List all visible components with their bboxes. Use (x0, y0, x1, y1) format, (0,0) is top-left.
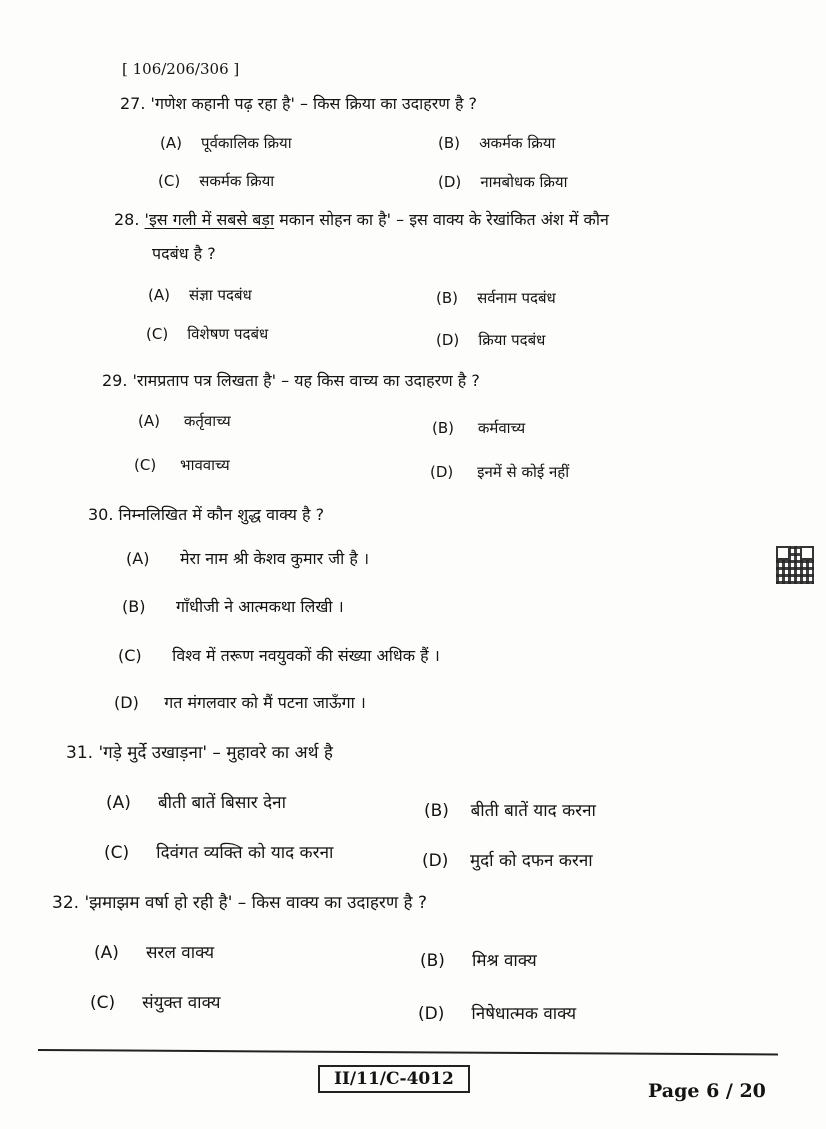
option-text: भाववाच्य (180, 456, 230, 474)
question-27 (120, 92, 477, 114)
q28-option-a (148, 285, 252, 305)
q32-option-a (94, 940, 214, 963)
option-letter: (A) (148, 286, 170, 304)
q31-option-c (104, 840, 333, 863)
question-text: मकान सोहन का है' – इस वाक्य के रेखांकित अंश में कौन (274, 210, 609, 229)
option-text: गत मंगलवार को मैं पटना जाऊँगा । (164, 693, 366, 712)
option-letter: (D) (114, 693, 139, 712)
q29-option-b (432, 418, 525, 438)
q32-option-c (90, 990, 221, 1013)
q27-option-b (438, 133, 555, 153)
footer-code: II/11/C-4012 (318, 1065, 470, 1093)
qr-code-icon (776, 546, 814, 584)
question-number: 27. (120, 94, 146, 113)
q27-option-a (160, 133, 292, 153)
option-letter: (C) (118, 646, 142, 665)
q30-option-b (122, 595, 344, 617)
option-letter: (A) (160, 134, 182, 152)
question-32 (52, 890, 427, 913)
option-text: सरल वाक्य (145, 943, 215, 963)
option-text: पूर्वकालिक क्रिया (201, 134, 292, 152)
option-letter: (D) (418, 1004, 445, 1024)
q29-option-a (138, 411, 231, 431)
option-text: संज्ञा पदबंध (189, 286, 252, 304)
q30-option-a (126, 547, 369, 569)
option-letter: (C) (90, 993, 116, 1013)
q30-option-c (118, 644, 440, 666)
option-letter: (B) (432, 419, 454, 437)
option-text: कर्मवाच्य (477, 419, 526, 437)
q27-option-d (438, 172, 567, 192)
footer-divider (38, 1049, 778, 1056)
question-number: 29. (102, 371, 128, 390)
option-letter: (A) (106, 793, 131, 813)
question-text: निम्नलिखित में कौन शुद्ध वाक्य है ? (118, 505, 325, 524)
option-letter: (D) (438, 173, 462, 191)
q32-option-b (420, 948, 537, 971)
option-text: निषेधात्मक वाक्य (471, 1004, 577, 1024)
question-30 (88, 503, 324, 525)
option-letter: (A) (94, 943, 119, 963)
question-number: 30. (88, 505, 114, 524)
question-text: 'रामप्रताप पत्र लिखता है' – यह किस वाच्य का उदाहरण है ? (132, 371, 480, 390)
q28-option-d (436, 330, 545, 350)
q28-option-c (146, 324, 268, 344)
q29-option-d (430, 462, 569, 482)
question-28-line2: पदबंध है ? (152, 244, 216, 263)
q31-option-b (424, 798, 596, 821)
option-text: अकर्मक क्रिया (479, 134, 556, 152)
option-text: इनमें से कोई नहीं (477, 463, 570, 481)
option-letter: (D) (422, 851, 449, 871)
option-letter: (B) (436, 289, 458, 307)
option-letter: (B) (420, 951, 445, 971)
option-text: संयुक्त वाक्य (142, 993, 221, 1013)
question-number: 32. (52, 893, 80, 913)
option-letter: (C) (134, 456, 157, 474)
question-text: 'गड़े मुर्दे उखाड़ना' – मुहावरे का अर्थ है (98, 743, 333, 763)
q27-option-c (158, 171, 274, 191)
question-28 (114, 208, 609, 230)
question-number: 31. (66, 743, 94, 763)
q32-option-d (418, 1001, 576, 1024)
question-29 (102, 369, 480, 391)
option-letter: (D) (430, 463, 454, 481)
option-text: दिवंगत व्यक्ति को याद करना (156, 843, 334, 863)
paper-code: [ 106/206/306 ] (122, 60, 240, 78)
page-number: Page 6 / 20 (648, 1080, 766, 1102)
option-letter: (C) (146, 325, 169, 343)
option-text: कर्तृवाच्य (183, 412, 231, 430)
option-text: मिश्र वाक्य (471, 951, 537, 971)
option-letter: (C) (158, 172, 181, 190)
question-text: 'गणेश कहानी पढ़ रहा है' – किस क्रिया का उदाहरण है ? (150, 94, 478, 113)
question-31 (66, 740, 333, 763)
option-letter: (B) (438, 134, 460, 152)
question-text-underlined: 'इस गली में सबसे बड़ा (144, 210, 275, 229)
option-letter: (A) (126, 549, 150, 568)
option-text: बीती बातें याद करना (470, 801, 596, 821)
option-letter: (A) (138, 412, 160, 430)
option-text: गाँधीजी ने आत्मकथा लिखी । (175, 597, 344, 616)
option-text: विशेषण पदबंध (187, 325, 269, 343)
option-letter: (B) (122, 597, 146, 616)
question-number: 28. (114, 210, 140, 229)
option-text: नामबोधक क्रिया (480, 173, 568, 191)
option-text: सर्वनाम पदबंध (477, 289, 556, 307)
q31-option-d (422, 848, 593, 871)
option-letter: (D) (436, 331, 460, 349)
option-text: क्रिया पदबंध (478, 331, 546, 349)
option-text: मेरा नाम श्री केशव कुमार जी है । (179, 549, 370, 568)
option-text: विश्व में तरूण नवयुवकों की संख्या अधिक हैं । (172, 646, 440, 665)
q29-option-c (134, 455, 230, 475)
option-text: बीती बातें बिसार देना (157, 793, 286, 813)
q30-option-d (114, 691, 366, 713)
option-letter: (C) (104, 843, 130, 863)
q31-option-a (106, 790, 286, 813)
option-text: मुर्दा को दफन करना (469, 851, 593, 871)
option-text: सकर्मक क्रिया (199, 172, 275, 190)
question-text: 'झमाझम वर्षा हो रही है' – किस वाक्य का उदाहरण है ? (84, 893, 427, 913)
option-letter: (B) (424, 801, 449, 821)
q28-option-b (436, 288, 556, 308)
